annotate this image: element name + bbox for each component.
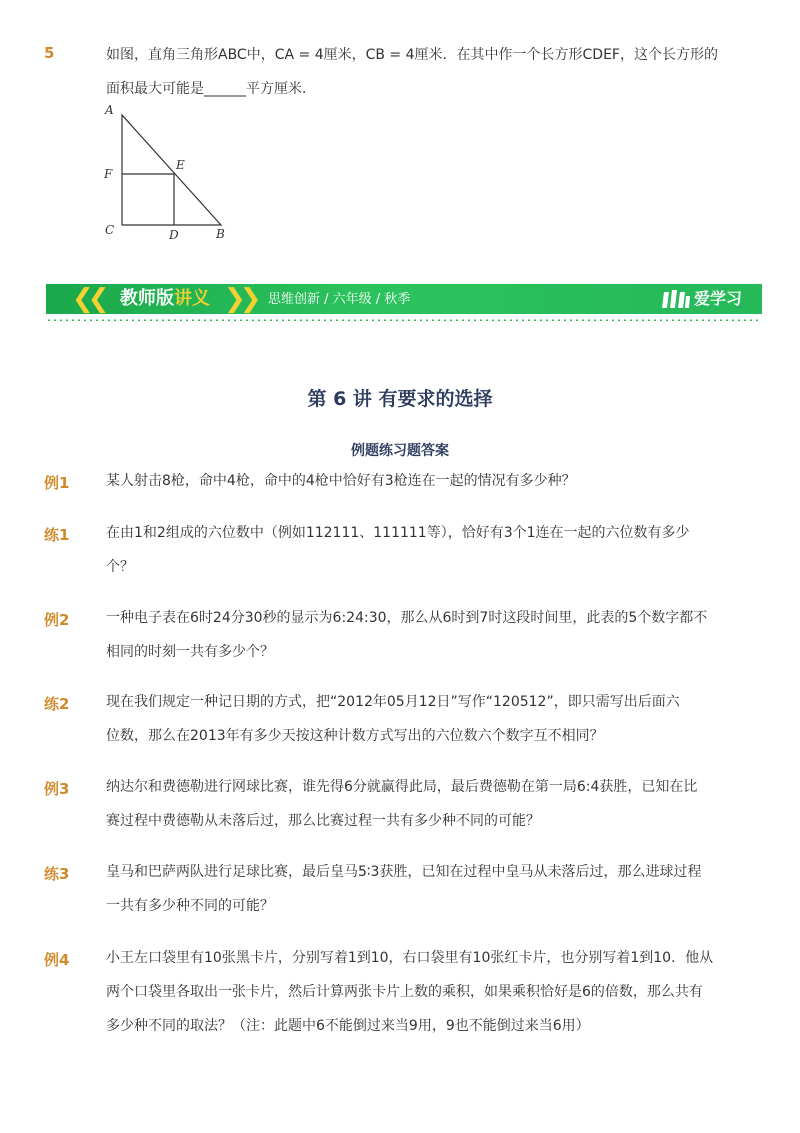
question-text-line: 两个口袋里各取出一张卡片，然后计算两张卡片上数的乘积，如果乘积恰好是6的倍数，那么共有 <box>106 984 703 1000</box>
logo-mark-icon <box>662 288 690 310</box>
question-label: 例1 <box>44 474 70 492</box>
question-text-line: 个？ <box>106 559 134 575</box>
question-body <box>106 693 718 753</box>
question-label: 练2 <box>44 695 70 713</box>
dotted-divider <box>46 319 762 321</box>
question-text-line: 赛过程中费德勒从未落后过，那么比赛过程一共有多少种不同的可能？ <box>106 813 540 829</box>
question-number: 5 <box>44 44 55 62</box>
question-body <box>106 524 718 584</box>
question-text-line: 面积最大可能是______平方厘米． <box>106 81 316 97</box>
question-text-line: 现在我们规定一种记日期的方式，把“2012年05月12日”写作“120512”，即只需写出后面六 <box>106 694 680 710</box>
triangle-abc <box>122 115 221 225</box>
question-body <box>106 863 718 923</box>
question-text-line: 一共有多少种不同的可能？ <box>106 898 274 914</box>
banner-title-b: 讲义 <box>174 288 210 309</box>
question-text-line: 小王左口袋里有10张黑卡片，分别写着1到10，右口袋里有10张红卡片，也分别写着1到10．他从 <box>106 950 714 966</box>
question-text-line: 位数，那么在2013年有多少天按这种计数方式写出的六位数六个数字互不相同？ <box>106 728 604 744</box>
label-e: E <box>176 158 185 172</box>
triangle-figure <box>98 100 238 245</box>
question-text-line: 在由1和2组成的六位数中（例如112111、111111等），恰好有3个1连在一起的六位数有多少 <box>106 525 690 541</box>
chevron-right-icon: ❯❯ <box>224 284 256 314</box>
label-d: D <box>169 228 179 242</box>
question-text-line: 如图，直角三角形ABC中，CA = 4厘米，CB = 4厘米．在其中作一个长方形CDEF，这个长方形的 <box>106 47 718 63</box>
label-b: B <box>216 227 225 241</box>
question-body <box>106 609 718 669</box>
question-label: 例3 <box>44 780 70 798</box>
label-f: F <box>104 167 113 181</box>
question-body <box>106 949 718 1043</box>
header-banner <box>46 284 762 314</box>
question-body <box>106 778 718 838</box>
banner-subtitle: 思维创新 / 六年级 / 秋季 <box>268 292 411 307</box>
question-text-line: 某人射击8枪，命中4枪，命中的4枪中恰好有3枪连在一起的情况有多少种？ <box>106 473 576 489</box>
section-title: 例题练习题答案 <box>351 443 449 459</box>
question-label: 例2 <box>44 611 70 629</box>
banner-title-a: 教师版 <box>120 288 174 309</box>
question-text-line: 纳达尔和费德勒进行网球比赛，谁先得6分就赢得此局，最后费德勒在第一局6:4获胜，已知在比 <box>106 779 698 795</box>
question-label: 练1 <box>44 526 70 544</box>
question-text-line: 皇马和巴萨两队进行足球比赛，最后皇马5∶3获胜，已知在过程中皇马从未落后过，那么进球过程 <box>106 864 702 880</box>
rectangle-cdef <box>122 174 174 225</box>
chevron-left-icon: ❮❮ <box>72 284 104 314</box>
question-text-line: 多少种不同的取法？（注：此题中6不能倒过来当9用，9也不能倒过来当6用） <box>106 1018 590 1034</box>
lecture-title: 第 6 讲 有要求的选择 <box>307 388 493 410</box>
question-text-line: 一种电子表在6时24分30秒的显示为6:24:30，那么从6时到7时这段时间里，此表的5个数字都不 <box>106 610 708 626</box>
label-c: C <box>105 223 115 237</box>
brand-logo <box>662 288 758 310</box>
label-a: A <box>105 103 114 117</box>
logo-text: 爱学习 <box>694 289 743 308</box>
question-label: 例4 <box>44 951 70 969</box>
question-text-line: 相同的时刻一共有多少个？ <box>106 644 274 660</box>
question-body <box>106 472 718 498</box>
banner-title <box>120 288 210 310</box>
question-label: 练3 <box>44 865 70 883</box>
